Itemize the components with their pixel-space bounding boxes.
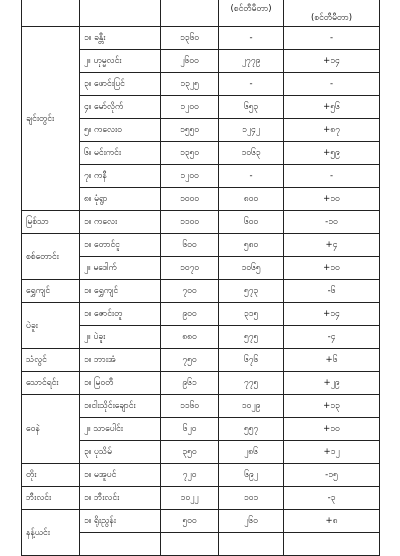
current-level-cell: - xyxy=(219,165,284,188)
current-level-cell: ၅၇၃ xyxy=(219,280,284,303)
station-cell: ၆။ မင်းကင်း xyxy=(80,142,161,165)
current-level-cell: ၁၀၆၃ xyxy=(219,142,284,165)
region-cell: ချင်းတွင်း xyxy=(22,27,80,211)
station-cell: ၁။ ရွှေကျင် xyxy=(80,280,161,303)
current-level-cell: ၂၆၀ xyxy=(219,510,284,533)
difference-cell: +၅၉ xyxy=(284,142,380,165)
table-row xyxy=(22,280,380,303)
header-cell-station xyxy=(80,0,161,27)
normal-level-cell: ၁၅၅၀ xyxy=(161,119,219,142)
current-level-cell: ၁၀၆၅ xyxy=(219,257,284,280)
normal-level-cell: ၇၂၀ xyxy=(161,464,219,487)
station-cell: ၂။ မဒေါက် xyxy=(80,257,161,280)
table-row xyxy=(22,27,380,50)
current-level-cell: ၆၅၃ xyxy=(219,96,284,119)
normal-level-cell: ၇၅၀ xyxy=(161,349,219,372)
normal-level-cell: ၁၁၆၀ xyxy=(161,395,219,418)
difference-cell: -၃ xyxy=(284,487,380,510)
difference-cell: - xyxy=(284,73,380,96)
table-row xyxy=(22,510,380,533)
current-level-cell: - xyxy=(219,27,284,50)
normal-level-cell: ၁၃၅၀ xyxy=(161,142,219,165)
station-cell: ၁။ငါးသိုင်းချောင်း xyxy=(80,395,161,418)
header-cell-normal xyxy=(161,0,219,27)
difference-cell: +၁၃ xyxy=(284,395,380,418)
current-level-cell: ၆၀၀ xyxy=(219,211,284,234)
current-level-cell xyxy=(219,533,284,556)
station-cell: ၃။ ပုသိမ် xyxy=(80,441,161,464)
station-cell: ၁။ ဘီးလင်း xyxy=(80,487,161,510)
table-row xyxy=(22,303,380,326)
current-level-cell: ၅၈၀ xyxy=(219,234,284,257)
normal-level-cell: ၉၆၁ xyxy=(161,372,219,395)
current-level-cell: ၂၇၇၉ xyxy=(219,50,284,73)
region-cell: သောင်ရင်း xyxy=(22,372,80,395)
current-level-cell: ၂၈၆ xyxy=(219,441,284,464)
current-level-cell: ၆၉၂ xyxy=(219,464,284,487)
difference-cell: +၁၀ xyxy=(284,188,380,211)
current-level-cell: ၁၂၄၂ xyxy=(219,119,284,142)
difference-cell: +၁၄ xyxy=(284,50,380,73)
station-cell xyxy=(80,533,161,556)
normal-level-cell: ၈၈၀ xyxy=(161,326,219,349)
difference-cell: +၈ xyxy=(284,510,380,533)
region-cell: နန့်ယင်း xyxy=(22,510,80,556)
region-cell: ဝေနဲ xyxy=(22,395,80,464)
station-cell: ၂။ ဟုမ္မလင်း xyxy=(80,50,161,73)
table-row xyxy=(22,349,380,372)
difference-cell xyxy=(284,533,380,556)
station-cell: ၁။ ကလေး xyxy=(80,211,161,234)
normal-level-cell xyxy=(161,533,219,556)
current-level-cell: ၈၀၀ xyxy=(219,188,284,211)
normal-level-cell: ၁၂၀၀ xyxy=(161,96,219,119)
difference-cell: +၁၀ xyxy=(284,418,380,441)
difference-cell: -၆ xyxy=(284,280,380,303)
difference-cell: +၁၀ xyxy=(284,257,380,280)
table-row xyxy=(22,234,380,257)
table-header-row xyxy=(22,0,380,27)
difference-cell: +၄ xyxy=(284,234,380,257)
region-cell: ဘီးလင်း xyxy=(22,487,80,510)
normal-level-cell: ၁၀၂၂ xyxy=(161,487,219,510)
normal-level-cell: ၁၂၀၀ xyxy=(161,165,219,188)
normal-level-cell: ၆၂၀ xyxy=(161,418,219,441)
current-level-cell: ၁၀၁ xyxy=(219,487,284,510)
station-cell: ၁။ မအူပင် xyxy=(80,464,161,487)
station-cell: ၁။ မြဝတီ xyxy=(80,372,161,395)
normal-level-cell: ၁၀၇၀ xyxy=(161,257,219,280)
header-cell-region xyxy=(22,0,80,27)
station-cell: ၁။ ရိုးညွန်း xyxy=(80,510,161,533)
difference-cell: +၆ xyxy=(284,349,380,372)
region-cell: တိုး xyxy=(22,464,80,487)
difference-cell: +၈၇ xyxy=(284,119,380,142)
normal-level-cell: ၁၀၀၀ xyxy=(161,188,219,211)
region-cell: သံလွင် xyxy=(22,349,80,372)
difference-cell: +၁၂ xyxy=(284,441,380,464)
header-cell-level xyxy=(219,0,284,27)
difference-cell: - xyxy=(284,27,380,50)
current-level-cell: ၅၇၅ xyxy=(219,326,284,349)
current-level-cell: - xyxy=(219,73,284,96)
normal-level-cell: ၁၁၀၀ xyxy=(161,211,219,234)
station-cell: ၁။ ခန္တီး xyxy=(80,27,161,50)
normal-level-cell: ၃၅၀ xyxy=(161,441,219,464)
difference-cell: +၅၆ xyxy=(284,96,380,119)
table-row xyxy=(22,211,380,234)
station-cell: ၁။ ဇောင်းတူ xyxy=(80,303,161,326)
current-level-cell: ၇၇၅ xyxy=(219,372,284,395)
table-body xyxy=(22,0,380,556)
region-cell: မြစ်သာ xyxy=(22,211,80,234)
region-cell: ပဲခူး xyxy=(22,303,80,349)
station-cell: ၅။ ကလေးဝ xyxy=(80,119,161,142)
current-level-cell: ၅၅၇ xyxy=(219,418,284,441)
table-row xyxy=(22,464,380,487)
header-cell-diff xyxy=(284,0,380,27)
station-cell: ၇။ ကနီ xyxy=(80,165,161,188)
normal-level-cell: ၇၀၀ xyxy=(161,280,219,303)
station-cell: ၂။ ပဲခူး xyxy=(80,326,161,349)
station-cell: ၄။ မော်လိုက် xyxy=(80,96,161,119)
station-cell: ၈။ မုံရွာ xyxy=(80,188,161,211)
normal-level-cell: ၆၀၀ xyxy=(161,234,219,257)
difference-cell: +၁၄ xyxy=(284,303,380,326)
region-cell: ရွှေကျင် xyxy=(22,280,80,303)
station-cell: ၂။ သာပေါင်း xyxy=(80,418,161,441)
table-row xyxy=(22,372,380,395)
station-cell: ၁။ တောင်ငူ xyxy=(80,234,161,257)
current-level-cell: ၁၀၂၉ xyxy=(219,395,284,418)
header-level-unit: (စင်တီမီတာ) xyxy=(230,4,272,14)
current-level-cell: ၃၁၅ xyxy=(219,303,284,326)
difference-cell: -၁၅ xyxy=(284,464,380,487)
difference-cell: +၂၉ xyxy=(284,372,380,395)
current-level-cell: ၆၇၆ xyxy=(219,349,284,372)
table-row xyxy=(22,395,380,418)
normal-level-cell: ၅၀၀ xyxy=(161,510,219,533)
difference-cell: -၄ xyxy=(284,326,380,349)
table-row xyxy=(22,487,380,510)
difference-cell: -၁၀ xyxy=(284,211,380,234)
river-level-table xyxy=(21,0,380,556)
station-cell: ၃။ ဖောင်းပြင် xyxy=(80,73,161,96)
station-cell: ၁။ ဘားအံ xyxy=(80,349,161,372)
header-diff-unit: (စင်တီမီတာ) xyxy=(310,13,353,23)
normal-level-cell: ၉၀၀ xyxy=(161,303,219,326)
normal-level-cell: ၁၃၂၅ xyxy=(161,73,219,96)
normal-level-cell: ၂၆၀၀ xyxy=(161,50,219,73)
normal-level-cell: ၁၃၆၀ xyxy=(161,27,219,50)
region-cell: စစ်တောင်း xyxy=(22,234,80,280)
difference-cell: - xyxy=(284,165,380,188)
